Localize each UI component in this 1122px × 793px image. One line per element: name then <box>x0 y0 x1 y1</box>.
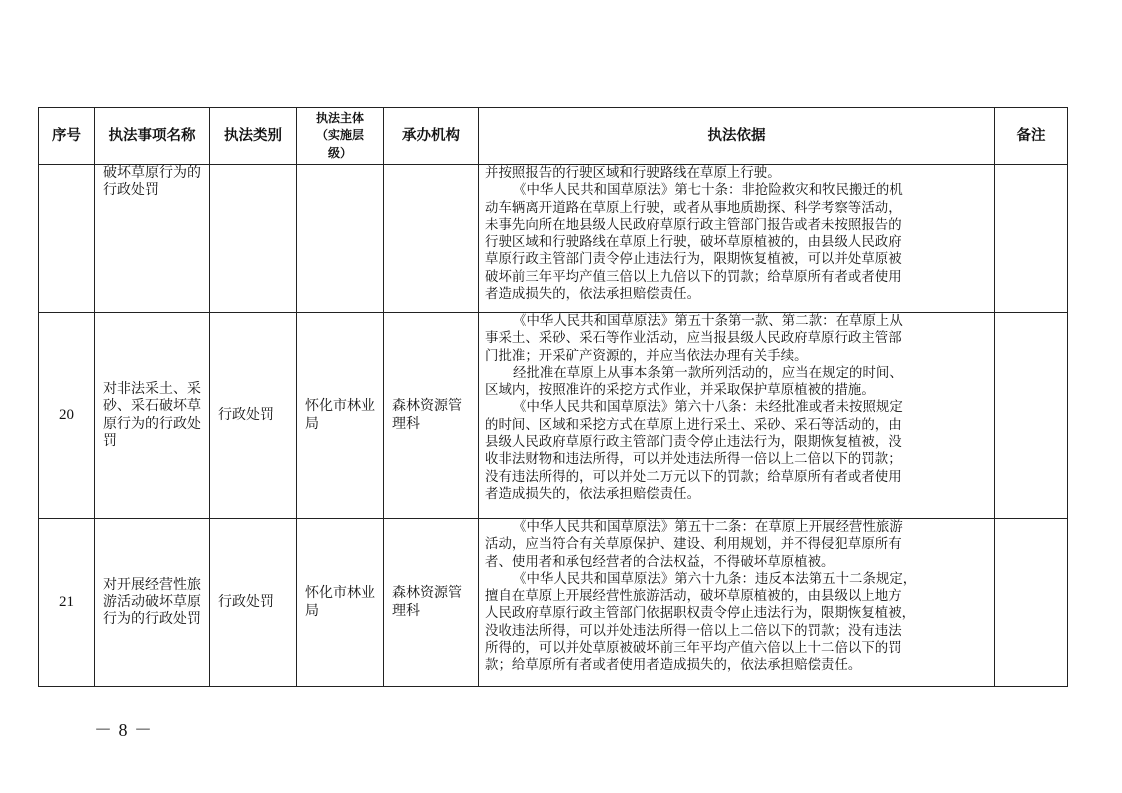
basis-line: 《中华人民共和国草原法》第五十条第一款、第二款：在草原上从 <box>513 314 903 329</box>
header-subject-line2: （实施层 <box>315 128 364 143</box>
page-number: － 8 － <box>94 720 153 740</box>
row-agency: 森林资源管理科 <box>384 313 479 519</box>
header-remark: 备注 <box>995 108 1068 165</box>
row-remark <box>995 165 1068 313</box>
table-row <box>39 313 1068 519</box>
basis-line: 草原行政主管部门责令停止违法行为，限期恢复植被，可以并处草原被 <box>485 252 902 268</box>
basis-line: 没收违法所得，可以并处违法所得一倍以上二倍以下的罚款；没有违法 <box>485 623 902 639</box>
basis-line: 者造成损失的，依法承担赔偿责任。 <box>485 287 701 303</box>
basis-line: 未事先向所在地县级人民政府草原行政主管部门报告或者未按照报告的 <box>485 217 902 233</box>
basis-line: 事采土、采砂、采石等作业活动，应当报县级人民政府草原行政主管部 <box>485 331 902 347</box>
header-agency: 承办机构 <box>384 108 479 165</box>
basis-line: 收非法财物和违法所得，可以并处违法所得一倍以上二倍以下的罚款； <box>485 452 902 468</box>
basis-line: 《中华人民共和国草原法》第六十九条：违反本法第五十二条规定， <box>513 571 917 587</box>
row-seq: 20 <box>39 313 95 519</box>
basis-line: 《中华人民共和国草原法》第七十条：非抢险救灾和牧民搬迁的机 <box>513 183 903 199</box>
basis-line: 行驶区域和行驶路线在草原上行驶，破坏草原植被的，由县级人民政府 <box>485 235 902 251</box>
row-category <box>210 165 297 313</box>
basis-line: 动车辆离开道路在草原上行驶，或者从事地质勘探、科学考察等活动， <box>485 200 902 216</box>
header-subject-line1: 执法主体 <box>315 110 364 125</box>
basis-line: 擅自在草原上开展经营性旅游活动，破坏草原植被的，由县级以上地方 <box>485 589 902 605</box>
row-category: 行政处罚 <box>210 519 297 687</box>
row-item-name: 对非法采土、采砂、采石破坏草原行为的行政处罚 <box>95 313 210 519</box>
header-category: 执法类别 <box>210 108 297 165</box>
row-basis <box>479 519 995 687</box>
table-row <box>39 165 1068 313</box>
basis-line: 活动，应当符合有关草原保护、建设、利用规划，并不得侵犯草原所有 <box>485 537 902 553</box>
row-remark <box>995 313 1068 519</box>
header-subject-line3: 级） <box>327 145 352 160</box>
basis-line: 所得的，可以并处草原被破坏前三年平均产值六倍以上十二倍以下的罚 <box>485 641 902 657</box>
row-remark <box>995 519 1068 687</box>
basis-line: 破坏前三年平均产值三倍以上九倍以下的罚款；给草原所有者或者使用 <box>485 269 902 285</box>
basis-line: 门批准；开采矿产资源的，并应当依法办理有关手续。 <box>485 348 808 364</box>
basis-line: 者、使用者和承包经营者的合法权益，不得破坏草原植被。 <box>485 554 835 570</box>
row-category: 行政处罚 <box>210 313 297 519</box>
row-basis <box>479 165 995 313</box>
row-subject: 怀化市林业局 <box>297 313 384 519</box>
row-agency: 森林资源管理科 <box>384 519 479 687</box>
basis-line: 的时间、区域和采挖方式在草原上进行采土、采砂、采石等活动的，由 <box>485 417 902 433</box>
row-seq: 21 <box>39 519 95 687</box>
basis-line: 款；给草原所有者或者使用者造成损失的，依法承担赔偿责任。 <box>485 658 862 674</box>
header-subject <box>297 108 384 165</box>
basis-line: 区域内，按照准许的采挖方式作业，并采取保护草原植被的措施。 <box>485 383 875 399</box>
basis-line: 《中华人民共和国草原法》第六十八条：未经批准或者未按照规定 <box>513 400 903 416</box>
header-item-name: 执法事项名称 <box>95 108 210 165</box>
header-basis: 执法依据 <box>479 108 995 165</box>
row-item-name: 对开展经营性旅游活动破坏草原行为的行政处罚 <box>95 519 210 687</box>
table-row <box>39 519 1068 687</box>
enforcement-table <box>38 107 1068 687</box>
basis-line: 没有违法所得的，可以并处二万元以下的罚款；给草原所有者或者使用 <box>485 469 902 485</box>
row-seq <box>39 165 95 313</box>
basis-line: 经批准在草原上从事本条第一款所列活动的，应当在规定的时间、 <box>513 365 903 381</box>
basis-line: 人民政府草原行政主管部门依据职权责令停止违法行为，限期恢复植被， <box>485 606 916 622</box>
basis-line: 者造成损失的，依法承担赔偿责任。 <box>485 486 701 502</box>
basis-line: 县级人民政府草原行政主管部门责令停止违法行为，限期恢复植被，没 <box>485 435 902 451</box>
row-subject: 怀化市林业局 <box>297 519 384 687</box>
header-seq: 序号 <box>39 108 95 165</box>
basis-line: 《中华人民共和国草原法》第五十二条：在草原上开展经营性旅游 <box>513 520 903 535</box>
row-agency <box>384 165 479 313</box>
row-item-name: 破坏草原行为的行政处罚 <box>95 165 210 313</box>
row-basis <box>479 313 995 519</box>
row-subject <box>297 165 384 313</box>
basis-line: 并按照报告的行驶区域和行驶路线在草原上行驶。 <box>485 166 781 181</box>
table-header-row <box>39 108 1068 165</box>
